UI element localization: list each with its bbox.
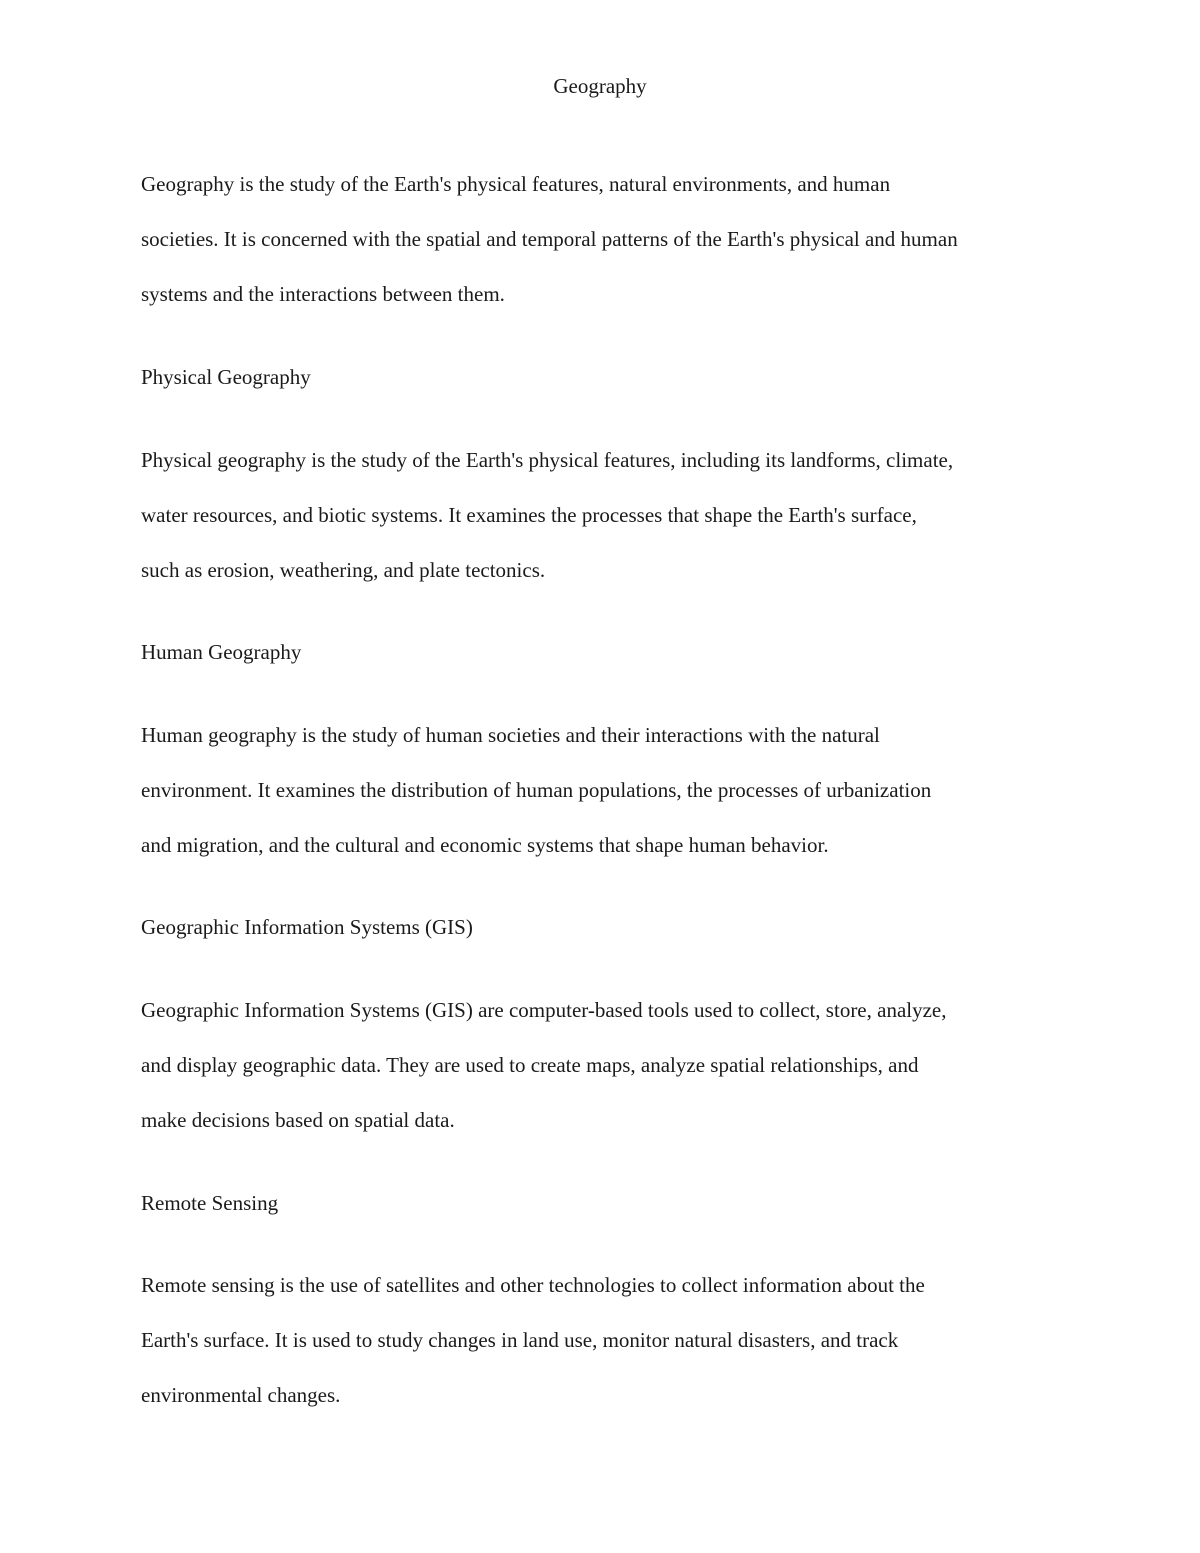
paragraph-line: Remote sensing is the use of satellites and other technologies to collect information about the bbox=[141, 1273, 925, 1297]
remote-sensing-paragraph bbox=[141, 1258, 1071, 1423]
paragraph-line: make decisions based on spatial data. bbox=[141, 1108, 455, 1132]
paragraph-line: and migration, and the cultural and economic systems that shape human behavior. bbox=[141, 833, 829, 857]
section-heading-remote-sensing: Remote Sensing bbox=[141, 1191, 279, 1215]
paragraph-line: Geographic Information Systems (GIS) are computer-based tools used to collect, store, analyze, bbox=[141, 998, 947, 1022]
paragraph-line: Earth's surface. It is used to study changes in land use, monitor natural disasters, and track bbox=[141, 1328, 899, 1352]
paragraph-line: Geography is the study of the Earth's physical features, natural environments, and human bbox=[141, 172, 891, 196]
document-title: Geography bbox=[553, 74, 647, 98]
section-heading-physical-geography: Physical Geography bbox=[141, 365, 311, 389]
paragraph-line: water resources, and biotic systems. It examines the processes that shape the Earth's surface, bbox=[141, 503, 917, 527]
paragraph-line: environmental changes. bbox=[141, 1383, 341, 1407]
paragraph-line: Physical geography is the study of the Earth's physical features, including its landforms, climate, bbox=[141, 448, 954, 472]
physical-geography-paragraph bbox=[141, 433, 1071, 598]
paragraph-line: environment. It examines the distribution of human populations, the processes of urbanization bbox=[141, 778, 932, 802]
section-heading-gis: Geographic Information Systems (GIS) bbox=[141, 915, 473, 939]
paragraph-line: Human geography is the study of human societies and their interactions with the natural bbox=[141, 723, 880, 747]
paragraph-line: such as erosion, weathering, and plate tectonics. bbox=[141, 558, 546, 582]
paragraph-line: and display geographic data. They are used to create maps, analyze spatial relationships, and bbox=[141, 1053, 919, 1077]
gis-paragraph bbox=[141, 983, 1071, 1148]
intro-paragraph bbox=[141, 157, 1071, 322]
section-heading-human-geography: Human Geography bbox=[141, 640, 302, 664]
paragraph-line: systems and the interactions between them. bbox=[141, 282, 505, 306]
paragraph-line: societies. It is concerned with the spatial and temporal patterns of the Earth's physical and human bbox=[141, 227, 958, 251]
human-geography-paragraph bbox=[141, 708, 1071, 873]
